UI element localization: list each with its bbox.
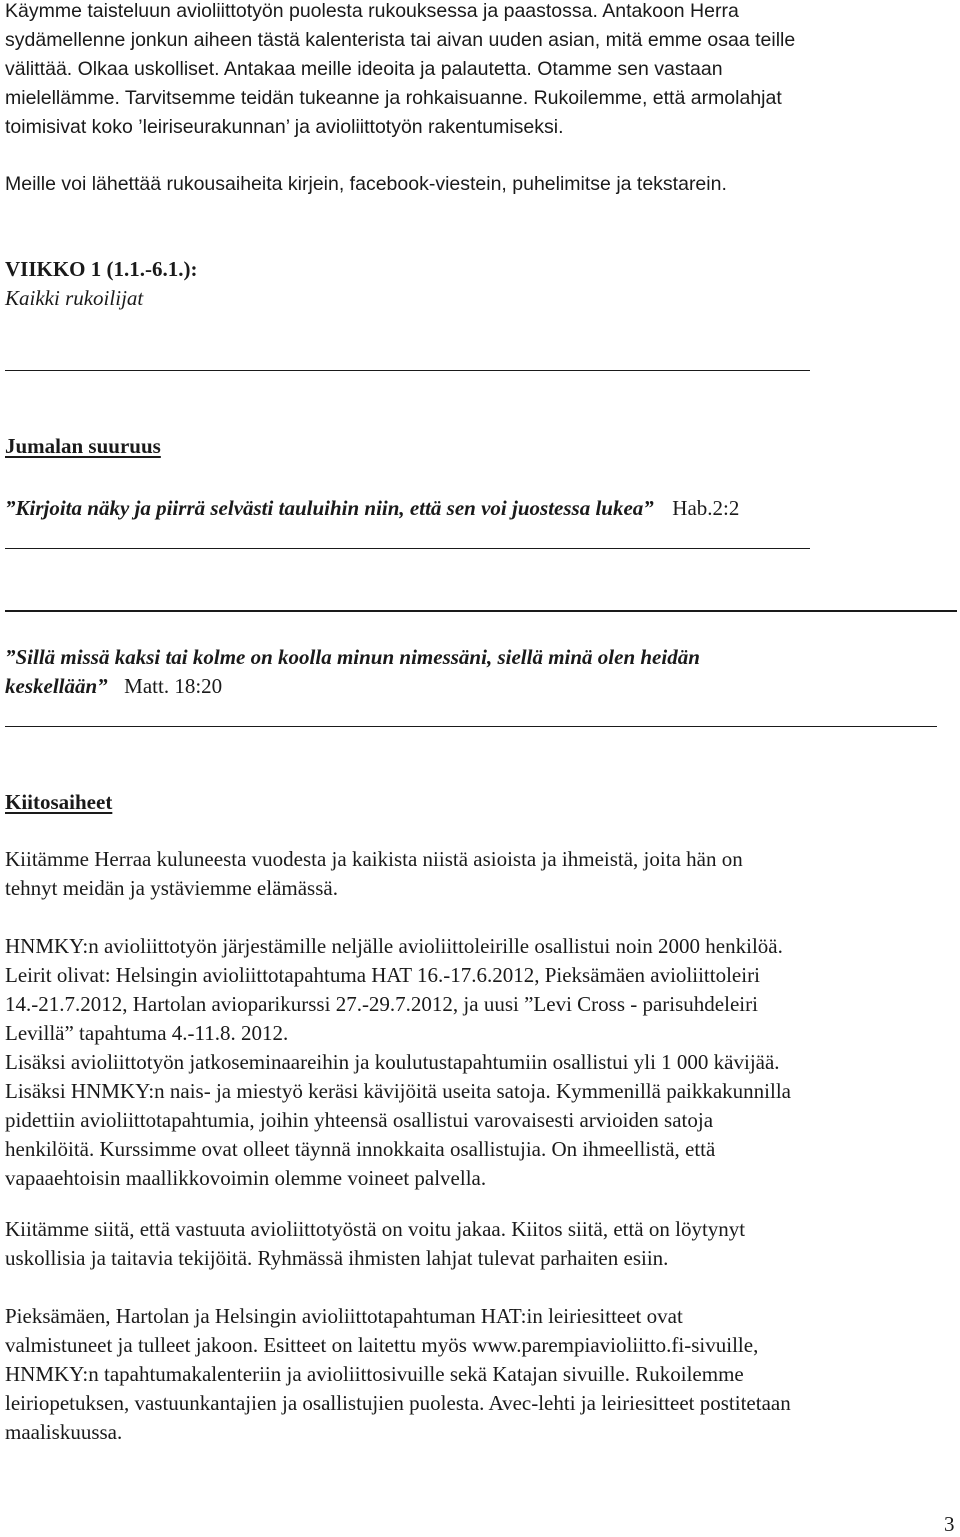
- text-line: Leirit olivat: Helsingin avioliittotapahtuma HAT 16.-17.6.2012, Pieksämäen avioliittoleiri: [5, 963, 760, 987]
- contact-line: Meille voi lähettää rukousaiheita kirjein, facebook-viestein, puhelimitse ja tekstarein.: [5, 173, 727, 195]
- paragraph-thanks-year: [5, 845, 743, 903]
- text-line: Lisäksi avioliittotyön jatkoseminaareihin ja koulutustapahtumiin osallistui yli 1 000 kävijää.: [5, 1050, 780, 1074]
- quote-text-line: ”Sillä missä kaksi tai kolme on koolla minun nimessäni, siellä minä olen heidän: [5, 645, 700, 669]
- intro-paragraph: [5, 0, 795, 142]
- bible-quote-habakkuk: [5, 494, 739, 523]
- intro-line: mielellämme. Tarvitsemme teidän tukeanne ja rohkaisuanne. Rukoilemme, että armolahjat: [5, 87, 782, 109]
- text-line: HNMKY:n avioliittotyön järjestämille neljälle avioliittoleirille osallistui noin 2000 henkilöä.: [5, 934, 783, 958]
- paragraph-responsibility: [5, 1215, 745, 1273]
- text-line: valmistuneet ja tulleet jakoon. Esitteet on laitettu myös www.parempiavioliitto.fi-sivuille,: [5, 1333, 759, 1357]
- paragraph-camps: [5, 932, 791, 1193]
- bible-quote-matthew: [5, 643, 700, 701]
- quote-reference: Hab.2:2: [672, 496, 740, 520]
- page-number: 3: [944, 1512, 955, 1536]
- intro-line: sydämellenne jonkun aiheen tästä kalenterista tai aivan uuden asian, mitä emme osaa teille: [5, 29, 796, 51]
- separator-line: [5, 548, 810, 549]
- text-line: uskollisia ja taitavia tekijöitä. Ryhmässä ihmisten lahjat tulevat parhaiten esiin.: [5, 1246, 669, 1270]
- text-line: leiriopetuksen, vastuunkantajien ja osallistujien puolesta. Avec-lehti ja leiriesitteet postitetaan: [5, 1391, 791, 1415]
- text-line: Pieksämäen, Hartolan ja Helsingin avioliittotapahtuman HAT:in leiriesitteet ovat: [5, 1304, 683, 1328]
- text-line: pidettiin avioliittotapahtumia, joihin yhteensä osallistui varovaisesti arvioiden satoja: [5, 1108, 714, 1132]
- week-heading: VIIKKO 1 (1.1.-6.1.):: [5, 257, 198, 281]
- separator-line: [5, 370, 810, 371]
- text-line: 14.-21.7.2012, Hartolan avioparikurssi 27.-29.7.2012, ja uusi ”Levi Cross - parisuhdeleiri: [5, 992, 758, 1016]
- separator-line: [5, 726, 937, 727]
- text-line: Lisäksi HNMKY:n nais- ja miestyö keräsi kävijöitä useita satoja. Kymmenillä paikkakunnilla: [5, 1079, 791, 1103]
- text-line: henkilöitä. Kurssimme ovat olleet täynnä innokkaita osallistujia. On ihmeellistä, että: [5, 1137, 716, 1161]
- separator-line-thick: [5, 610, 957, 612]
- week-subheading: Kaikki rukoilijat: [5, 286, 144, 310]
- intro-line: toimisivat koko ’leiriseurakunnan’ ja avioliittotyön rakentumiseksi.: [5, 116, 564, 138]
- intro-line: välittää. Olkaa uskolliset. Antakaa meille ideoita ja palautetta. Otamme sen vastaan: [5, 58, 723, 80]
- text-line: Kiitämme Herraa kuluneesta vuodesta ja kaikista niistä asioista ja ihmeistä, joita hän on: [5, 847, 743, 871]
- quote-text-line: keskellään”: [5, 674, 108, 698]
- text-line: vapaaehtoisin maallikkovoimin olemme voineet palvella.: [5, 1166, 487, 1190]
- text-line: Levillä” tapahtuma 4.-11.8. 2012.: [5, 1021, 289, 1045]
- text-line: HNMKY:n tapahtumakalenteriin ja avioliittosivuille sekä Katajan sivuille. Rukoilemme: [5, 1362, 744, 1386]
- intro-line: Käymme taisteluun avioliittotyön puolesta rukouksessa ja paastossa. Antakoon Herra: [5, 0, 739, 22]
- section-heading-kiitosaiheet: Kiitosaiheet: [5, 790, 113, 814]
- paragraph-brochures: [5, 1302, 791, 1447]
- quote-reference: Matt. 18:20: [124, 674, 223, 698]
- quote-text: ”Kirjoita näky ja piirrä selvästi tauluihin niin, että sen voi juostessa lukea”: [5, 496, 654, 520]
- section-heading-jumalan-suuruus: Jumalan suuruus: [5, 434, 161, 458]
- text-line: Kiitämme siitä, että vastuuta avioliittotyöstä on voitu jakaa. Kiitos siitä, että on löytynyt: [5, 1217, 746, 1241]
- text-line: maaliskuussa.: [5, 1420, 123, 1444]
- text-line: tehnyt meidän ja ystäviemme elämässä.: [5, 876, 338, 900]
